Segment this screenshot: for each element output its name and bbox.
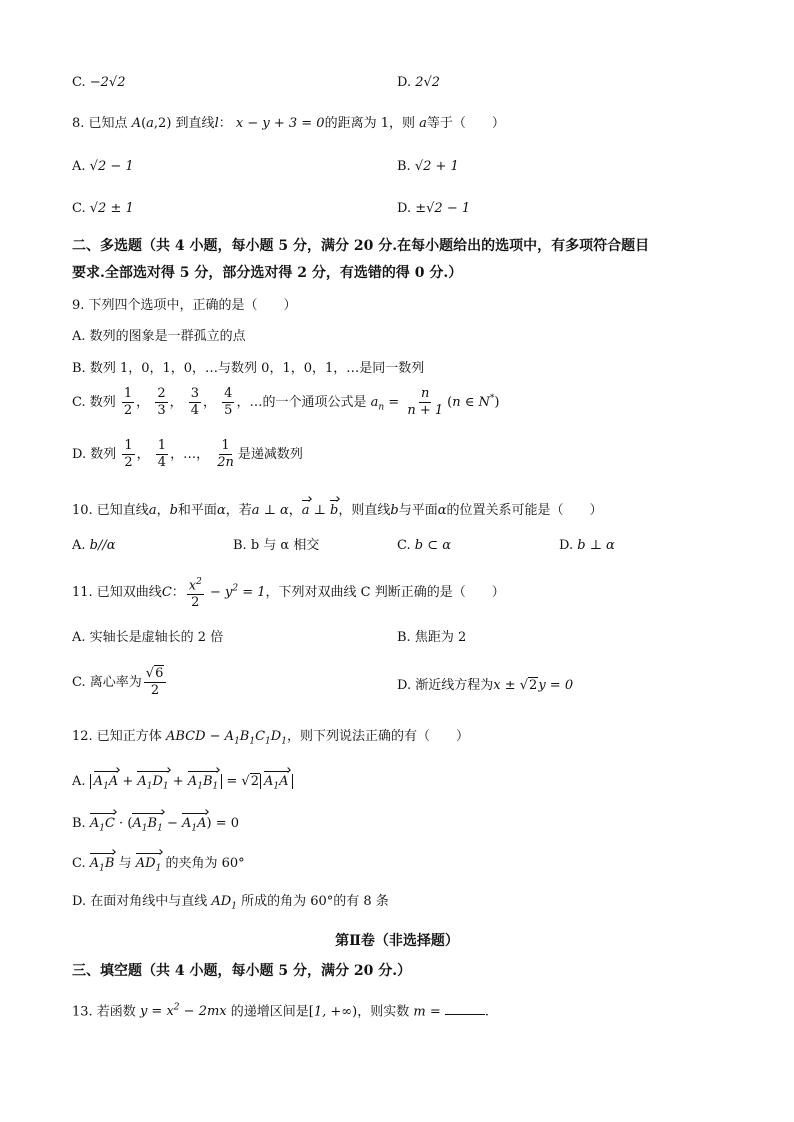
q9-option-b: B. 数列 1，0，1，0，…与数列 0，1，0，1，…是同一数列 (72, 361, 425, 376)
q8-option-c: C. √2 ± 1 (72, 201, 134, 216)
q11-option-b: B. 焦距为 2 (397, 630, 467, 645)
q12-stem: 12. 已知正方体 ABCD − $A_1B_1C_1D_1$，则下列说法正确的有（ ） (72, 729, 469, 747)
q9-stem: 9. 下列四个选项中，正确的是（ ） (72, 298, 297, 313)
section3-title: 三、填空题（共 4 小题，每小题 5 分，满分 20 分.） (72, 963, 412, 979)
q12-option-c: C. $A_1B$ 与 $AD_1$ 的夹角为 60° (72, 852, 245, 878)
q12-option-a: A. $A_1A + A_1D_1 + A_1B_1 = √2$ $A_1A$ (72, 770, 293, 796)
q10-option-c: C. b ⊂ α (397, 538, 452, 553)
q11-option-a: A. 实轴长是虚轴长的 2 倍 (72, 630, 224, 645)
part2-title: 第Ⅱ卷（非选择题） (335, 933, 459, 949)
q7-option-d: D. 2√2 (397, 75, 441, 90)
q9-option-c: C. 数列 $\frac{1}{2}$ ， $\frac{2}{3}$ ， $\frac{3}{4}$ ， $\frac{4}{5}$ ，…的一个通项公式是 $a_n$ = $\frac{n}{n + 1}$ (n ∈ N*) (72, 386, 500, 418)
q12-option-b: B. $A_1C \cdot (A_1B_1 - A_1A) = 0$ (72, 812, 239, 838)
q11-stem: 11. 已知双曲线C： $\frac{x^2}{2}$ − $y^2 = 1$，下列对双曲线 C 判断正确的是（ ） (72, 574, 505, 611)
q8-option-a: A. √2 − 1 (72, 159, 134, 174)
q8-option-b: B. √2 + 1 (397, 159, 459, 174)
q11-option-d: D. 渐近线方程为x ± √2y = 0 (397, 678, 574, 693)
q10-option-d: D. b ⊥ α (559, 538, 615, 553)
q13-answer-blank[interactable] (445, 1014, 485, 1015)
q8-stem: 8. 已知点 A(a,2) 到直线l： x − y + 3 = 0的距离为 1，则 a等于（ ） (72, 116, 505, 131)
q13-stem: 13. 若函数 $y = x^2 - 2mx$ 的递增区间是[1, +∞)，则实数 m = . (72, 1003, 489, 1020)
q9-option-a: A. 数列的图象是一群孤立的点 (72, 329, 246, 344)
q7-option-c: C. −2√2 (72, 75, 126, 90)
q10-option-a: A. b//α (72, 538, 116, 553)
q10-stem: 10. 已知直线a，b和平面α，若a ⊥ α，a ⊥ b，则直线b与平面α的位置关系可能是（ ） (72, 499, 603, 520)
q9-option-d: D. 数列 $\frac{1}{2}$ ， $\frac{1}{4}$ ，…， $\frac{1}{2n}$ 是递减数列 (72, 438, 303, 470)
q11-option-c: C. 离心率为 $\frac{√6}{2}$ (72, 666, 168, 699)
section2-title-line2: 要求.全部选对得 5 分，部分选对得 2 分，有选错的得 0 分.） (72, 265, 463, 281)
q8-option-d: D. ±√2 − 1 (397, 201, 471, 216)
section2-title-line1: 二、多选题（共 4 小题，每小题 5 分，满分 20 分.在每小题给出的选项中，有多项符合题目 (72, 238, 650, 254)
q10-option-b: B. b 与 α 相交 (233, 538, 320, 553)
q12-option-d: D. 在面对角线中与直线 $AD_1$ 所成的角为 60°的有 8 条 (72, 894, 389, 912)
